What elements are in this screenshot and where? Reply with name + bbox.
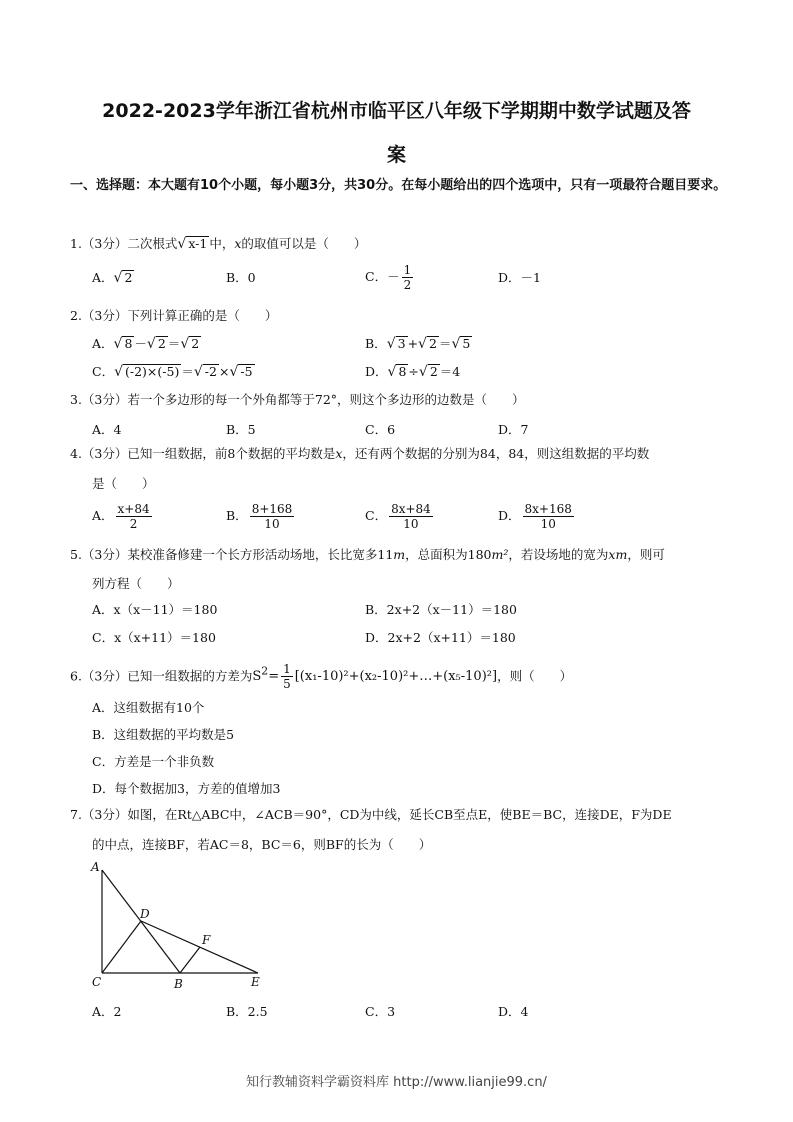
q1-option-d: D．－1	[498, 270, 541, 285]
q2-option-d: D．√ 8 ÷√ 2 ＝4	[365, 364, 461, 380]
document-title-line2: 案	[386, 144, 406, 166]
q6-option-d: D．每个数据加3，方差的值增加3	[92, 781, 281, 796]
question-7-stem-line1: 7.（3分）如图，在Rt△ABC中，∠ACB＝90°，CD为中线，延长CB至点E，使BE＝BC，连接DE，F为DE	[70, 807, 672, 822]
q6-option-a: A．这组数据有10个	[92, 700, 205, 715]
q1-stem-post: 的取值可以是（ ）	[241, 236, 367, 251]
q4-option-d: D． $\frac{8x+168}{10}$	[498, 502, 572, 531]
q1-stem-mid: 中，	[209, 236, 235, 251]
label-b: B	[174, 977, 183, 991]
q1-stem-pre: 1.（3分）二次根式	[70, 236, 178, 251]
document-title-line1: 2022-2023学年浙江省杭州市临平区八年级下学期期中数学试题及答	[102, 100, 691, 122]
label-c: C	[92, 975, 102, 989]
question-5-stem: 5.（3分）某校准备修建一个长方形活动场地，长比宽多11m，总面积为180m²，若设场地的宽为xm，则可	[70, 547, 665, 562]
q1-var: x	[234, 236, 242, 251]
label-d: D	[140, 907, 150, 921]
q6-option-b: B．这组数据的平均数是5	[92, 727, 235, 742]
q5-option-c: C．x（x+11）＝180	[92, 630, 216, 645]
q5-option-b: B．2x+2（x－11）＝180	[365, 602, 517, 617]
q1-option-b: B．0	[226, 270, 256, 285]
q4-option-b: B． $\frac{8+168}{10}$	[226, 502, 293, 531]
question-3-stem: 3.（3分）若一个多边形的每一个外角都等于72°，则这个多边形的边数是（ ）	[70, 392, 525, 407]
section-heading: 一、选择题：本大题有10个小题，每小题3分，共30分。在每小题给出的四个选项中，只有一项最符合题目要求。	[70, 178, 727, 193]
label-e: E	[251, 975, 260, 989]
q2-option-a: A．√ 8 －√ 2 ＝√ 2	[92, 336, 200, 352]
triangle-figure	[88, 858, 268, 993]
sqrt-symbol: √	[177, 236, 187, 252]
q2-option-b: B．√ 3 +√ 2 ＝√ 5	[365, 336, 471, 352]
q4-option-a: A． $\frac{x+84}{2}$	[92, 502, 150, 531]
segment-cd	[102, 921, 141, 973]
q1-option-a: A．√ 2	[92, 270, 133, 286]
q3-option-a: A．4	[92, 422, 122, 437]
label-f: F	[202, 933, 211, 947]
footer-watermark: 知行教辅资料学霸资料库 http://www.lianjie99.cn/	[246, 1075, 547, 1090]
question-2-stem: 2.（3分）下列计算正确的是（ ）	[70, 308, 278, 323]
question-6-stem: 6.（3分）已知一组数据的方差为$S^2=$ $\frac{1}{5}$ [(x₁-10)²+(x₂-10)²+…+(x₅-10)²]，则（ ）	[70, 662, 573, 692]
question-4-stem: 4.（3分）已知一组数据，前8个数据的平均数是x，还有两个数据的分别为84，84，则这组数据的平均数	[70, 446, 650, 461]
q3-option-c: C．6	[365, 422, 396, 437]
question-1-stem	[70, 230, 730, 258]
q5-option-d: D．2x+2（x+11）＝180	[365, 630, 516, 645]
q3-option-b: B．5	[226, 422, 256, 437]
q1-option-c: C．－ $\frac{1}{2}$	[365, 263, 412, 292]
q7-option-b: B．2.5	[226, 1004, 268, 1019]
q5-option-a: A．x（x－11）＝180	[92, 602, 218, 617]
q2-option-c: C．√ (-2)×(-5) ＝√ -2 ×√ -5	[92, 364, 253, 380]
question-7-stem-line2: 的中点，连接BF，若AC＝8，BC＝6，则BF的长为（ ）	[92, 837, 432, 852]
q1-radicand: x-1	[188, 236, 208, 251]
q4-option-c: C． $\frac{8x+84}{10}$	[365, 502, 431, 531]
q7-option-d: D．4	[498, 1004, 529, 1019]
segment-bf	[180, 947, 200, 973]
question-5-stem-line2: 列方程（ ）	[92, 576, 180, 591]
q3-option-d: D．7	[498, 422, 529, 437]
label-a: A	[91, 860, 100, 874]
q7-option-a: A．2	[92, 1004, 122, 1019]
variance-formula: $S^2=$ $\frac{1}{5}$ [(x₁-10)²+(x₂-10)²+…+(x₅-10)²]	[252, 662, 498, 692]
q6-option-c: C．方差是一个非负数	[92, 754, 215, 769]
question-4-stem-line2: 是（ ）	[92, 476, 155, 491]
q7-option-c: C．3	[365, 1004, 396, 1019]
